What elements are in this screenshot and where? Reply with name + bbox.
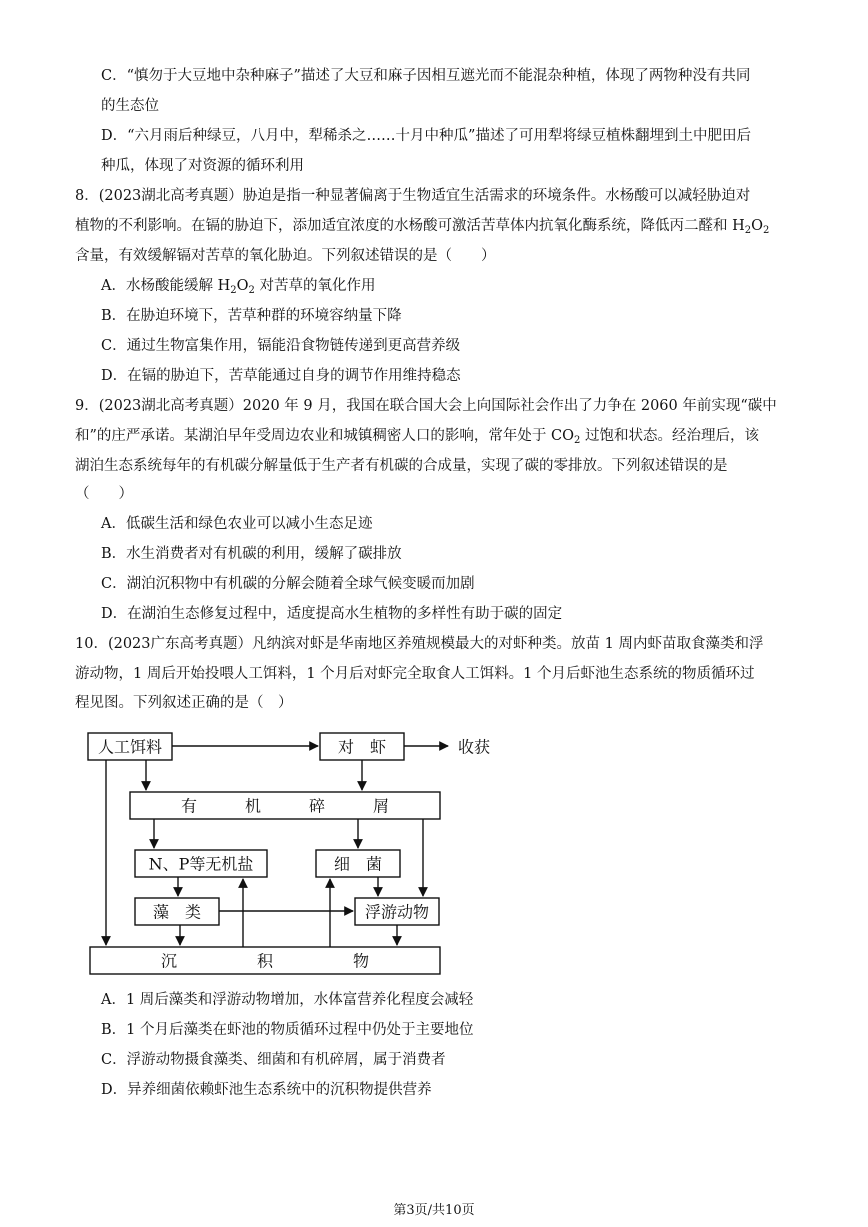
q8-stem-line2: 植物的不利影响。在镉的胁迫下，添加适宜浓度的水杨酸可激活苦草体内抗氧化酶系统，降低丙二醛和 $H_2O_2$ [75,218,770,236]
label-artificial-feed: 人工饵料 [97,737,163,757]
label-shrimp: 对 虾 [337,737,387,757]
q7-option-d-line2: 种瓜，体现了对资源的循环利用 [101,158,304,174]
q8-stem-line3: 含量，有效缓解镉对苦草的氧化胁迫。下列叙述错误的是（ ） [75,248,496,264]
q10-stem-line2: 游动物，1 周后开始投喂人工饵料，1 个月后对虾完全取食人工饵料。1 个月后虾池生态系统的物质循环过 [75,666,755,682]
q7-option-c-line2: 的生态位 [101,98,159,114]
label-inorganic-salts: N、P等无机盐 [148,854,254,874]
q8-option-a: A．水杨酸能缓解 $H_2O_2$ 对苦草的氧化作用 [101,278,376,296]
q9-stem-line1: 9．(2023湖北高考真题）2020 年 9 月，我国在联合国大会上向国际社会作出了力争在 2060 年前实现“碳中 [75,398,777,414]
q7-option-c-line1: C．“慎勿于大豆地中杂种麻子”描述了大豆和麻子因相互遮光而不能混杂种植，体现了两物种没有共同 [101,68,751,84]
label-sediment: 沉 积 物 [160,951,370,971]
q8-option-d: D．在镉的胁迫下，苦草能通过自身的调节作用维持稳态 [101,368,461,384]
q8-option-b: B．在胁迫环境下，苦草种群的环境容纳量下降 [101,308,402,324]
q7-option-d-line1: D．“六月雨后种绿豆，八月中，犁稀杀之……十月中种瓜”描述了可用犁将绿豆植株翻埋到土中肥田后 [101,128,751,144]
q9-option-c: C．湖泊沉积物中有机碳的分解会随着全球气候变暖而加剧 [101,576,475,592]
label-bacteria: 细 菌 [333,854,383,874]
q8-option-c: C．通过生物富集作用，镉能沿食物链传递到更高营养级 [101,338,461,354]
label-zooplankton: 浮游动物 [364,902,430,922]
q8-stem-line1: 8．(2023湖北高考真题）胁迫是指一种显著偏离于生物适宜生活需求的环境条件。水杨酸可以减轻胁迫对 [75,188,751,204]
q9-option-a: A．低碳生活和绿色农业可以减小生态足迹 [101,516,373,532]
page-number: 第3页/共10页 [393,1203,475,1218]
q9-option-b: B．水生消费者对有机碳的利用，缓解了碳排放 [101,546,402,562]
label-algae: 藻 类 [152,902,202,922]
q10-option-d: D．异养细菌依赖虾池生态系统中的沉积物提供营养 [101,1082,432,1098]
label-harvest: 收获 [457,737,491,757]
label-organic-detritus: 有 机 碎 屑 [180,796,390,816]
q9-stem-line3: 湖泊生态系统每年的有机碳分解量低于生产者有机碳的合成量，实现了碳的零排放。下列叙述错误的是 [75,458,728,474]
q10-option-b: B．1 个月后藻类在虾池的物质循环过程中仍处于主要地位 [101,1022,474,1038]
q10-option-a: A．1 周后藻类和浮游动物增加，水体富营养化程度会减轻 [101,992,474,1008]
q10-stem-line1: 10．(2023广东高考真题）凡纳滨对虾是华南地区养殖规模最大的对虾种类。放苗 1 周内虾苗取食藻类和浮 [75,636,764,652]
q9-stem-line2: 和”的庄严承诺。某湖泊早年受周边农业和城镇稠密人口的影响，常年处于 $CO_2$ 过饱和状态。经治理后，该 [75,428,759,446]
q10-stem-line3: 程见图。下列叙述正确的是（ ） [75,695,293,711]
q10-option-c: C．浮游动物摄食藻类、细菌和有机碎屑，属于消费者 [101,1052,446,1068]
q9-option-d: D．在湖泊生态修复过程中，适度提高水生植物的多样性有助于碳的固定 [101,606,563,622]
q9-stem-line4: （ ） [75,486,133,502]
